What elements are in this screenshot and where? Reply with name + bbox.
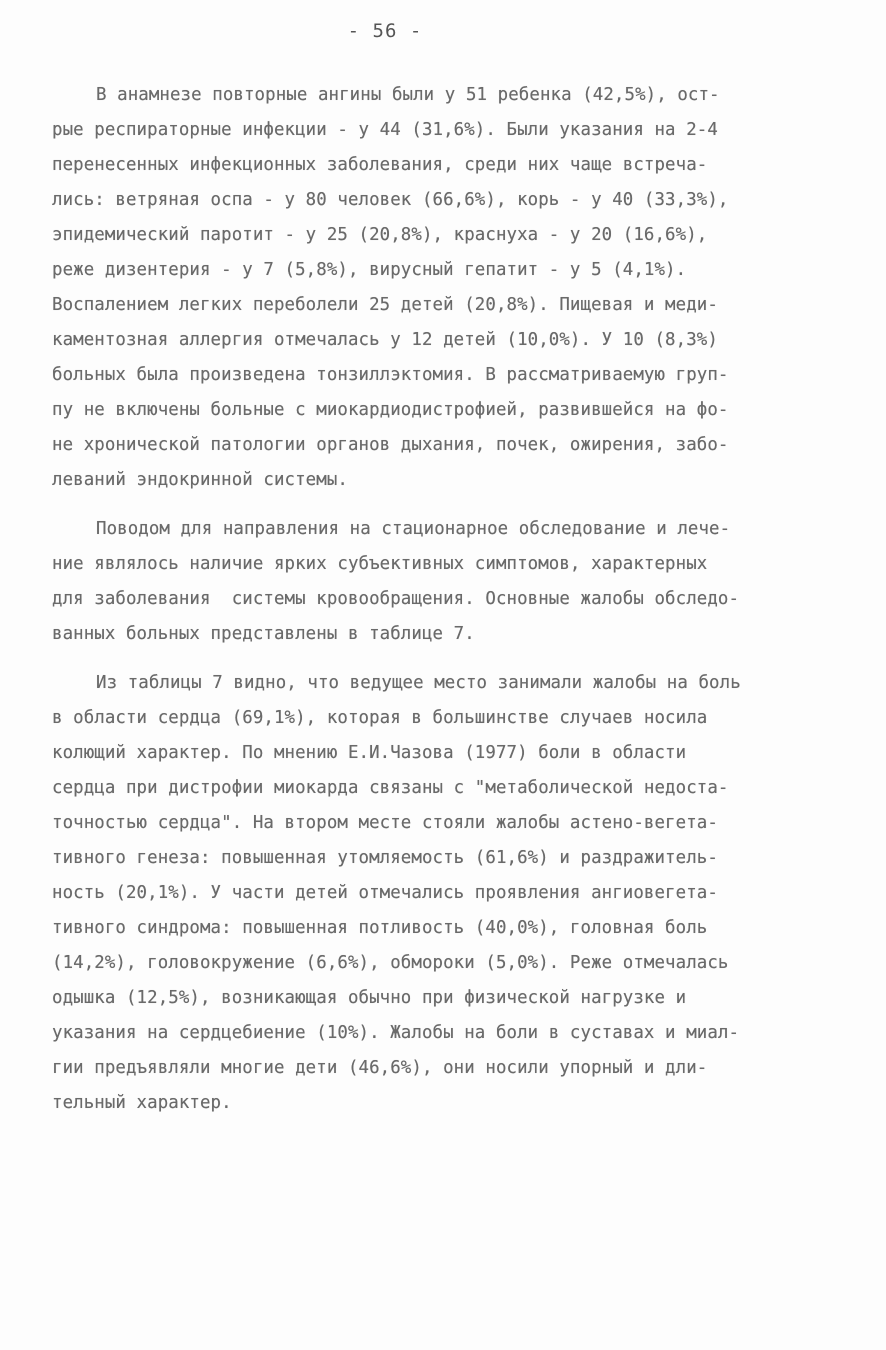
text-line: для заболевания системы кровообращения. Основные жалобы обследо- <box>52 589 740 609</box>
text-line: тельный характер. <box>52 1093 232 1113</box>
text-line: гии предъявляли многие дети (46,6%), они носили упорный и дли- <box>52 1058 708 1078</box>
text-line: В анамнезе повторные ангины были у 51 ребенка (42,5%), ост- <box>96 85 720 105</box>
text-line: (14,2%), головокружение (6,6%), обмороки (5,0%). Реже отмечалась <box>52 953 729 973</box>
paragraph-gap <box>52 498 852 512</box>
text-line: ность (20,1%). У части детей отмечались проявления ангиовегета- <box>52 883 718 903</box>
text-line: перенесенных инфекционных заболевания, среди них чаще встреча- <box>52 155 708 175</box>
text-line: пу не включены больные с миокардиодистрофией, развившейся на фо- <box>52 400 729 420</box>
text-line: леваний эндокринной системы. <box>52 470 348 490</box>
text-line: Поводом для направления на стационарное обследование и лече- <box>96 519 731 539</box>
text-line: Из таблицы 7 видно, что ведущее место занимали жалобы на боль <box>96 673 741 693</box>
text-line: рые респираторные инфекции - у 44 (31,6%). Были указания на 2-4 <box>52 120 718 140</box>
body-text <box>52 78 852 1121</box>
text-line: ние являлось наличие ярких субъективных симптомов, характерных <box>52 554 708 574</box>
text-line: ванных больных представлены в таблице 7. <box>52 624 475 644</box>
text-line: тивного генеза: повышенная утомляемость (61,6%) и раздражитель- <box>52 848 718 868</box>
paragraph-gap <box>52 652 852 666</box>
text-line: реже дизентерия - у 7 (5,8%), вирусный гепатит - у 5 (4,1%). <box>52 260 687 280</box>
paragraph <box>52 78 852 498</box>
text-line: лись: ветряная оспа - у 80 человек (66,6%), корь - у 40 (33,3%), <box>52 190 729 210</box>
text-line: не хронической патологии органов дыхания, почек, ожирения, забо- <box>52 435 729 455</box>
text-line: больных была произведена тонзиллэктомия. В рассматриваемую груп- <box>52 365 729 385</box>
paragraph <box>52 666 852 1121</box>
text-line: Воспалением легких переболели 25 детей (20,8%). Пищевая и меди- <box>52 295 718 315</box>
text-line: колющий характер. По мнению Е.И.Чазова (1977) боли в области <box>52 743 687 763</box>
text-line: одышка (12,5%), возникающая обычно при физической нагрузке и <box>52 988 687 1008</box>
text-line: сердца при дистрофии миокарда связаны с "метаболической недоста- <box>52 778 729 798</box>
text-line: указания на сердцебиение (10%). Жалобы на боли в суставах и миал- <box>52 1023 740 1043</box>
text-line: в области сердца (69,1%), которая в большинстве случаев носила <box>52 708 708 728</box>
text-line: тивного синдрома: повышенная потливость (40,0%), головная боль <box>52 918 708 938</box>
text-line: каментозная аллергия отмечалась у 12 детей (10,0%). У 10 (8,3%) <box>52 330 718 350</box>
text-line: эпидемический паротит - у 25 (20,8%), краснуха - у 20 (16,6%), <box>52 225 708 245</box>
text-line: точностью сердца". На втором месте стояли жалобы астено-вегета- <box>52 813 718 833</box>
page-number: - 56 - <box>347 20 423 42</box>
paragraph <box>52 512 852 652</box>
